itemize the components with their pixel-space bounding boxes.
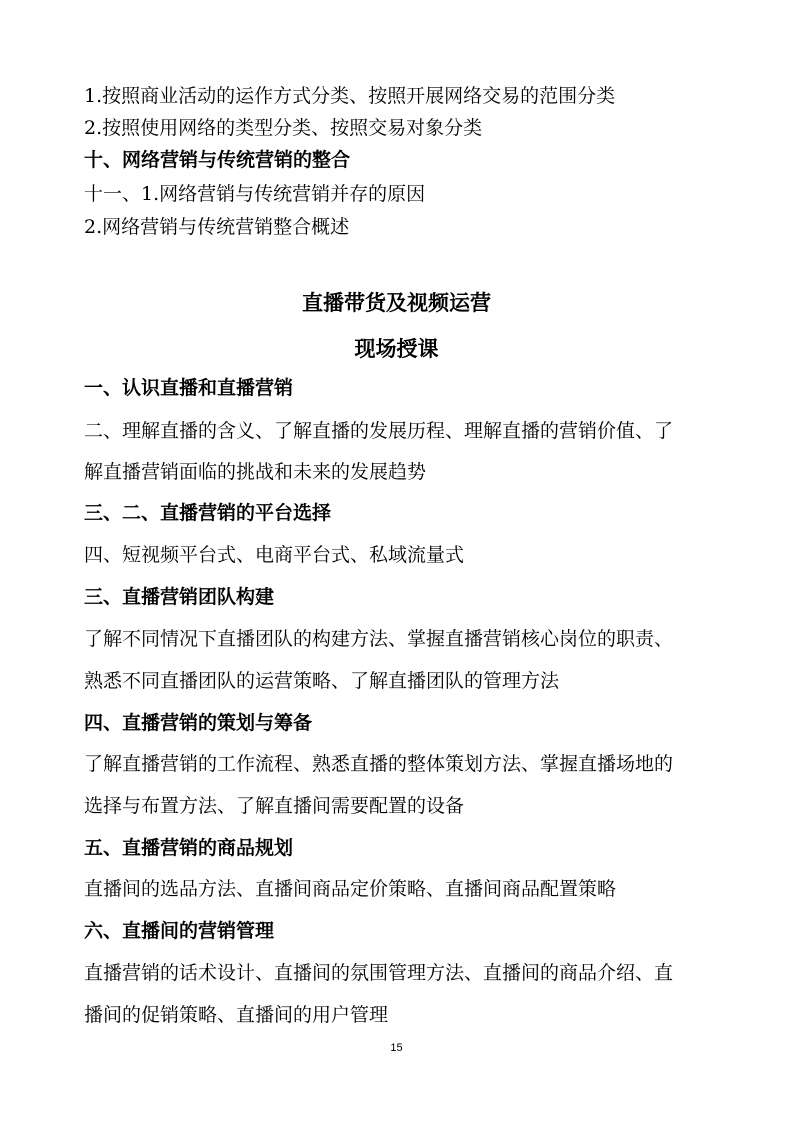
course-title: 直播带货及视频运营 [302,291,491,315]
section-heading-1: 一、认识直播和直播营销 [84,377,294,399]
text-line-5: 二、理解直播的含义、了解直播的发展历程、理解直播的营销价值、了 [84,420,674,442]
course-subtitle: 现场授课 [354,337,439,361]
text-line-11: 选择与布置方法、了解直播间需要配置的设备 [84,795,465,817]
section-heading-3: 三、直播营销团队构建 [84,586,275,608]
section-heading-10: 十、网络营销与传统营销的整合 [84,149,351,171]
text-line-9: 熟悉不同直播团队的运营策略、了解直播团队的管理方法 [84,670,560,692]
text-line-13: 直播营销的话术设计、直播间的氛围管理方法、直播间的商品介绍、直 [84,962,674,984]
text-line-12: 直播间的选品方法、直播间商品定价策略、直播间商品配置策略 [84,878,617,900]
text-line-6: 解直播营销面临的挑战和未来的发展趋势 [84,461,427,483]
text-line-10: 了解直播营销的工作流程、熟悉直播的整体策划方法、掌握直播场地的 [84,753,674,775]
section-heading-5: 五、直播营销的商品规划 [84,837,294,859]
text-line-1: 1.按照商业活动的运作方式分类、按照开展网络交易的范围分类 [84,85,616,107]
text-line-2: 2.按照使用网络的类型分类、按照交易对象分类 [84,117,483,139]
text-line-8: 了解不同情况下直播团队的构建方法、掌握直播营销核心岗位的职责、 [84,628,674,650]
page-number: 15 [390,1042,403,1054]
text-line-7: 四、短视频平台式、电商平台式、私域流量式 [84,544,465,566]
text-line-14: 播间的促销策略、直播间的用户管理 [84,1004,389,1026]
text-line-4: 2.网络营销与传统营销整合概述 [84,216,350,238]
section-heading-4: 四、直播营销的策划与筹备 [84,712,313,734]
section-heading-6: 六、直播间的营销管理 [84,920,275,942]
section-heading-2: 三、二、直播营销的平台选择 [84,502,332,524]
text-line-3: 十一、1.网络营销与传统营销并存的原因 [84,183,426,205]
